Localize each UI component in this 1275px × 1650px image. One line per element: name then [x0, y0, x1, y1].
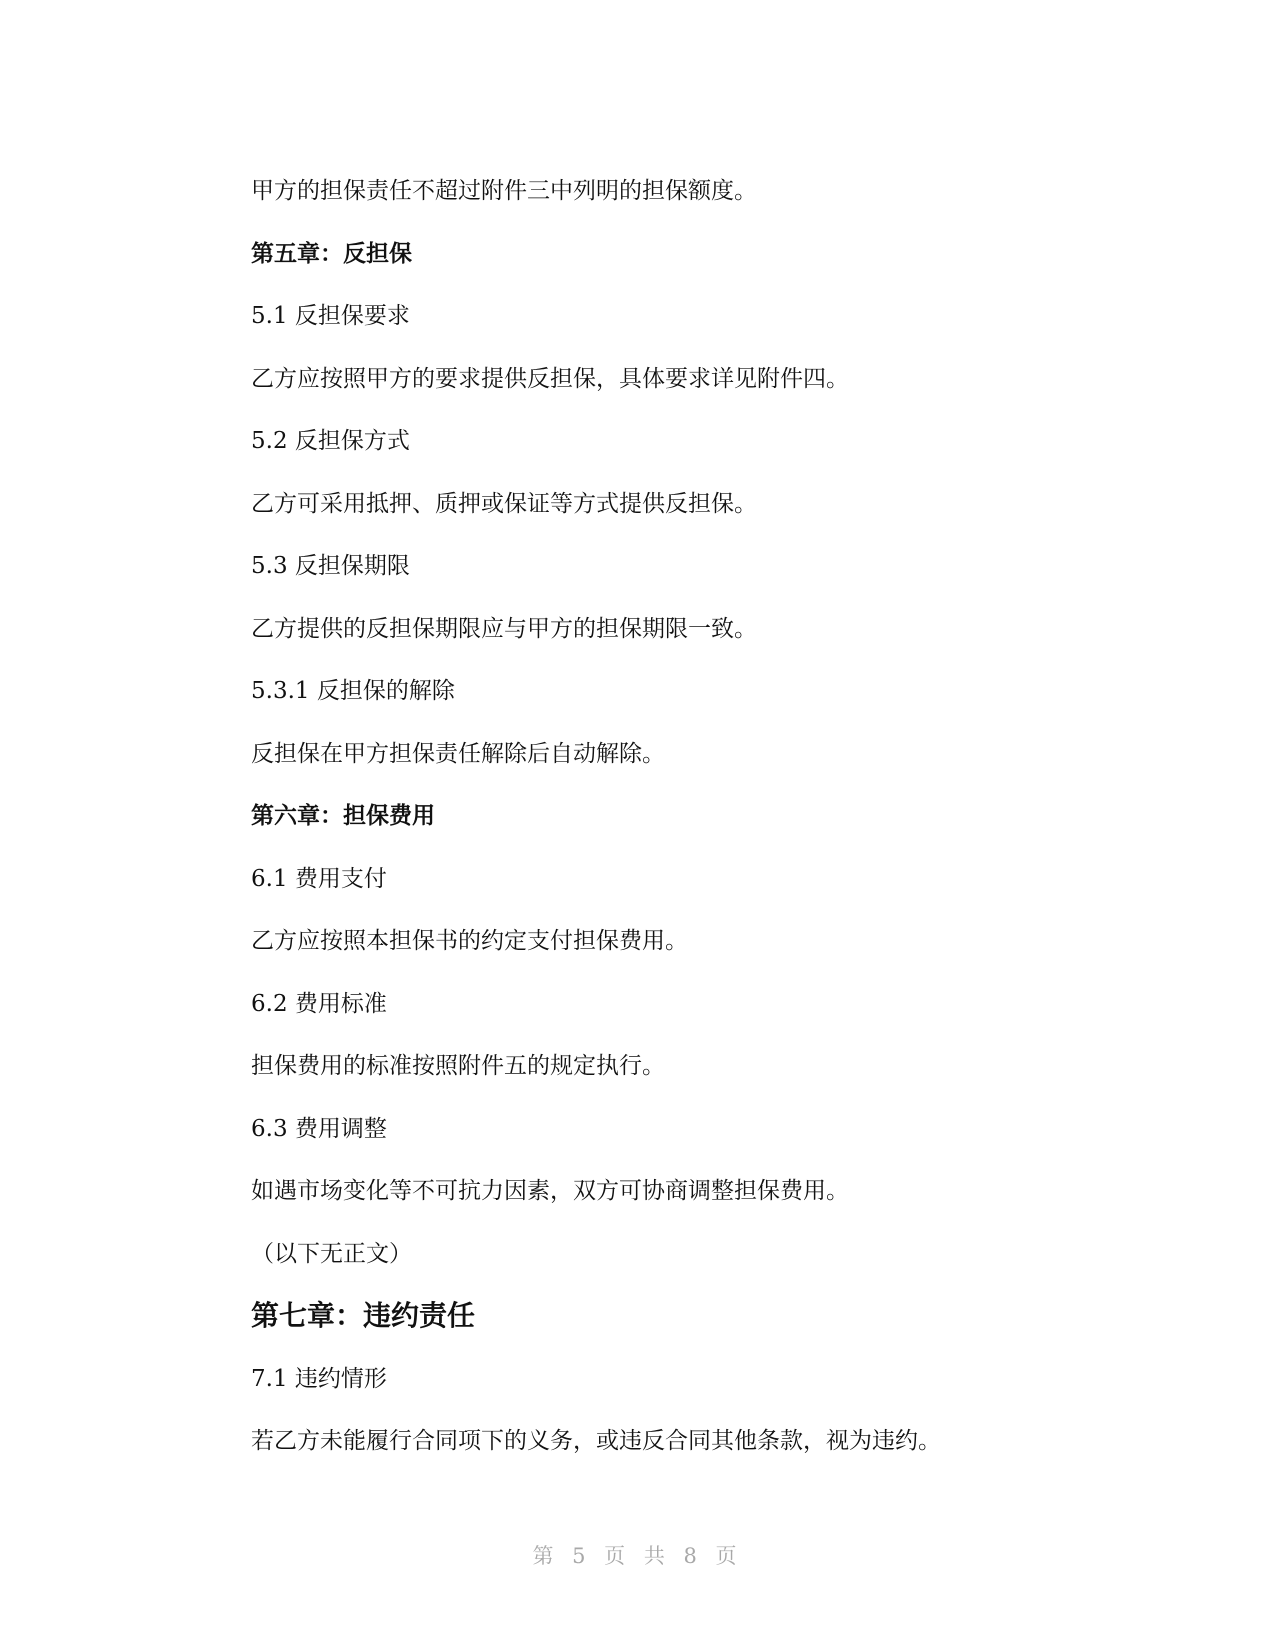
- paragraph-line: 6.1 费用支付: [251, 865, 387, 892]
- paragraph-line: 担保费用的标准按照附件五的规定执行。: [251, 1053, 665, 1079]
- paragraph-line: 7.1 违约情形: [251, 1365, 387, 1392]
- chapter-heading: 第五章：反担保: [251, 240, 412, 267]
- paragraph-line: 若乙方未能履行合同项下的义务，或违反合同其他条款，视为违约。: [251, 1428, 941, 1454]
- paragraph-line: （以下无正文）: [251, 1240, 412, 1267]
- paragraph-line: 5.1 反担保要求: [251, 303, 410, 329]
- paragraph-line: 甲方的担保责任不超过附件三中列明的担保额度。: [251, 178, 757, 204]
- paragraph-line: 5.3 反担保期限: [251, 553, 410, 579]
- paragraph-line: 反担保在甲方担保责任解除后自动解除。: [251, 740, 665, 767]
- document-body: [251, 160, 1051, 1473]
- paragraph-line: 6.2 费用标准: [251, 990, 387, 1017]
- paragraph-line: 乙方应按照甲方的要求提供反担保，具体要求详见附件四。: [251, 365, 849, 392]
- paragraph-line: 如遇市场变化等不可抗力因素，双方可协商调整担保费用。: [251, 1178, 849, 1204]
- paragraph-line: 6.3 费用调整: [251, 1115, 387, 1142]
- paragraph-line: 5.2 反担保方式: [251, 428, 410, 454]
- page-number-footer: 第 5 页 共 8 页: [532, 1544, 743, 1568]
- chapter-heading: 第七章：违约责任: [251, 1299, 476, 1332]
- paragraph-line: 乙方提供的反担保期限应与甲方的担保期限一致。: [251, 615, 757, 642]
- paragraph-line: 5.3.1 反担保的解除: [251, 678, 455, 704]
- chapter-heading: 第六章：担保费用: [251, 803, 435, 829]
- paragraph-line: 乙方可采用抵押、质押或保证等方式提供反担保。: [251, 490, 757, 517]
- paragraph-line: 乙方应按照本担保书的约定支付担保费用。: [251, 928, 688, 954]
